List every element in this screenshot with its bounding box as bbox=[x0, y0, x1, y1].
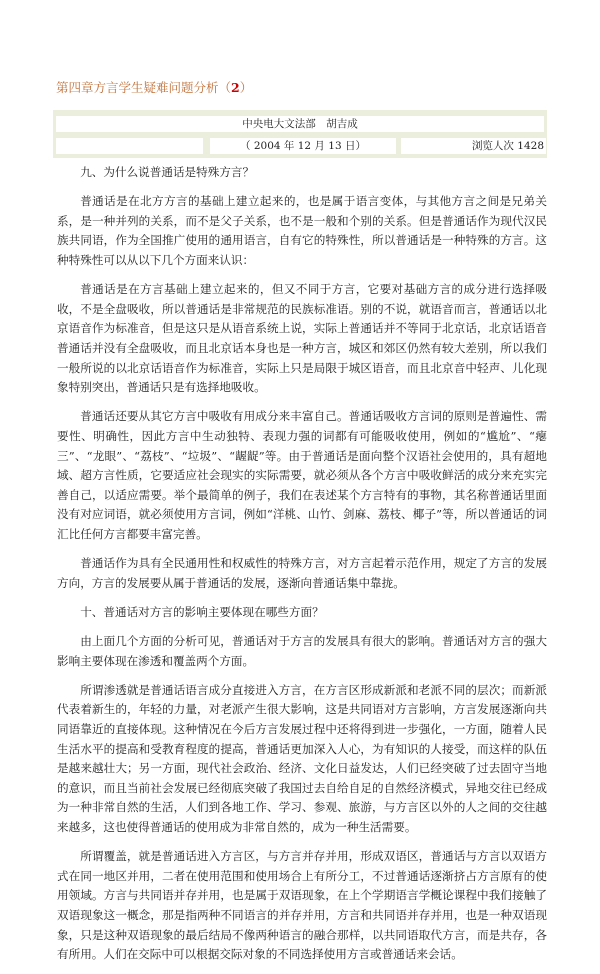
publish-date: （ 2004 年 12 月 13 日） bbox=[210, 138, 396, 154]
meta-blank-cell bbox=[56, 138, 203, 154]
section-heading: 九、为什么说普通话是特殊方言？ bbox=[80, 165, 255, 179]
meta-row bbox=[56, 138, 544, 154]
paragraph: 所谓渗透就是普通话语言成分直接进入方言，在方言区形成新派和老派不同的层次；而新派代表着新生的，年轻的力量，对老派产生很大影响，这是共同语对方言影响，方言发展逐渐向共同语靠近的直接体现。这种情况在今后方言发展过程中还将得到进一步强化，一方面，随着人民生活水平的提高和受教育程度的提高，普通话更加深入人心，为有知识的人接受，而这样的队伍是越来越壮大；另一方面，现代社会政治、经济、文化日益发达，人们已经突破了过去固守当地的意识，而且当前社会发展已经彻底突破了我国过去自给自足的自然经济模式，异地交往已经成为一种非常自然的生活，人们到各地工作、学习、参观、旅游，与方言区以外的人之间的交往越来越多，这也使得普通话的使用成为非常自然的，成为一种生活需要。 bbox=[57, 682, 547, 834]
title-text: 第四章方言学生疑难问题分析（ bbox=[56, 80, 232, 95]
title-part-number: 2 bbox=[231, 80, 240, 95]
info-blank-row bbox=[53, 96, 547, 110]
view-count: 浏览人次 1428 bbox=[401, 138, 546, 154]
paragraph: 所谓覆盖，就是普通话进入方言区，与方言并存并用，形成双语区，普通话与方言以双语方式在同一地区并用，二者在使用范围和使用场合上有所分工，不过普通话逐渐挤占方言原有的使用领域。方言与共同语并存并用，也是属于双语现象，在上个学期语言学概论课程中我们接触了双语现象这一概念，那是指两种不同语言的并存并用，方言和共同语并存并用，也是一种双语现象，只是这种双语现象的最后结局不像两种语言的融合那样，以共同语取代方言，而是共存，各有所用。人们在交际中可以根据交际对象的不同选择使用方言或普通话来会话。 bbox=[57, 849, 547, 962]
author-row bbox=[56, 116, 544, 132]
author: 中央电大文法部 胡吉成 bbox=[242, 118, 358, 130]
title-close: ） bbox=[239, 80, 253, 95]
article-body bbox=[57, 163, 547, 974]
paragraph: 由上面几个方面的分析可见，普通话对于方言的发展具有很大的影响。普通话对方言的强大影响主要体现在渗透和覆盖两个方面。 bbox=[57, 634, 547, 668]
paragraph: 普通话还要从其它方言中吸收有用成分来丰富自己。普通话吸收方言词的原则是普遍性、需要性、明确性，因此方言中生动独特、表现力强的词都有可能吸收使用，例如的“尴尬”、“瘪三”、“龙眼”、“荔枝”、“垃圾”、“龌龊”等。由于普通话是面向整个汉语社会使用的，具有超地域、超方言性质，它要适应社会现实的实际需要，就必须从各个方言中吸收鲜活的成分来充实完善自己，以适应需要。举个最简单的例子，我们在表述某个方言特有的事物，其名称普通话里面没有对应词语，就必须使用方言词，例如“洋桃、山竹、剑麻、荔枝、椰子”等，所以普通话的词汇比任何方言都要丰富完善。 bbox=[57, 409, 547, 541]
article-title bbox=[56, 78, 252, 96]
paragraph: 普通话是在方言基础上建立起来的，但又不同于方言，它要对基础方言的成分进行选择吸收，不是全盘吸收，所以普通话是非常规范的民族标准语。别的不说，就语音而言，普通话以北京语音作为标准音，但是这只是从语音系统上说，实际上普通话并不等同于北京话，北京话语音普通话并没有全盘吸收，而且北京话本身也是一种方言，城区和郊区仍然有较大差别，所以我们一般所说的以北京话语音作为标准音，实际上只是局限于城区语音，而且北京音中轻声、儿化现象特别突出，普通话只是有选择地吸收。 bbox=[57, 282, 547, 395]
article-info-box bbox=[53, 96, 547, 158]
paragraph: 普通话是在北方方言的基础上建立起来的，也是属于语言变体，与其他方言之间是兄弟关系，是一种并列的关系，而不是父子关系，也不是一般和个别的关系。但是普通话作为现代汉民族共同语，作为全国推广使用的通用语言，自有它的特殊性，所以普通话是一种特殊的方言。这种特殊性可以从以下几个方面来认识： bbox=[57, 194, 547, 267]
paragraph: 普通话作为具有全民通用性和权威性的特殊方言，对方言起着示范作用，规定了方言的发展方向，方言的发展要从属于普通话的发展，逐渐向普通话集中靠拢。 bbox=[57, 556, 547, 590]
section-heading: 十、普通话对方言的影响主要体现在哪些方面？ bbox=[80, 604, 324, 619]
